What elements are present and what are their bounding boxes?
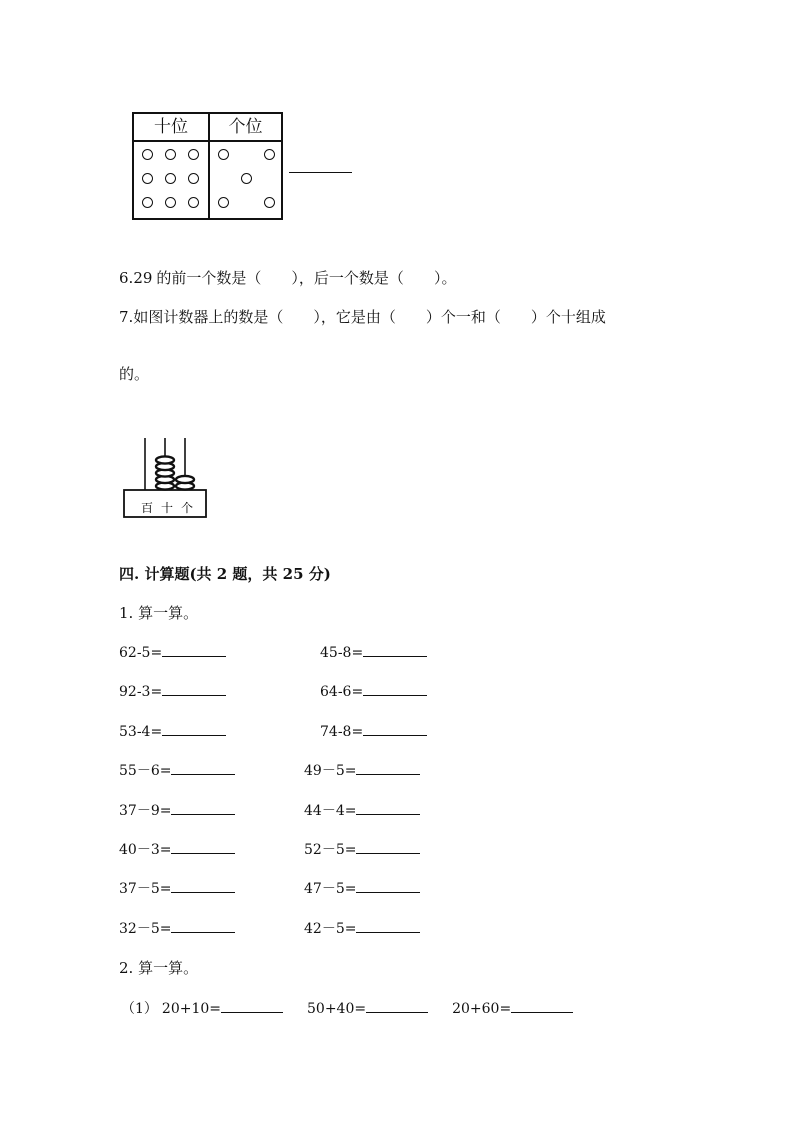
question-7: 7.如图计数器上的数是（ ），它是由（ ）个一和（ ）个十组成 — [119, 308, 606, 326]
exercise-item — [119, 642, 226, 661]
tens-circle — [188, 173, 199, 184]
exercise-item — [320, 681, 427, 700]
exercise-expression: 47－5= — [304, 881, 357, 898]
answer-blank — [511, 998, 573, 1013]
exercise-item — [304, 839, 420, 859]
exercise-expression: 45-8= — [320, 645, 364, 661]
question-1-title: 1. 算一算。 — [119, 604, 199, 622]
ones-circle — [264, 149, 275, 160]
question-7-end: 的。 — [119, 365, 150, 383]
exercise-expression: 44－4= — [304, 802, 357, 819]
abacus-figure — [118, 432, 212, 522]
answer-blank — [171, 800, 235, 815]
tens-circle — [142, 197, 153, 208]
exercise-expression: 55－6= — [119, 763, 172, 780]
answer-blank — [171, 760, 235, 775]
exercise-expression: 49－5= — [304, 763, 357, 780]
exercise-item — [119, 839, 235, 859]
answer-blank — [171, 839, 235, 854]
answer-blank — [162, 681, 226, 696]
question-2-title: 2. 算一算。 — [119, 959, 199, 977]
tens-circle — [142, 173, 153, 184]
exercise-item — [119, 681, 226, 700]
exercise-expression: 62-5= — [119, 645, 163, 661]
answer-blank — [363, 681, 427, 696]
question-6: 6.29 的前一个数是（ ），后一个数是（ ）。 — [119, 269, 457, 287]
place-value-table — [132, 112, 283, 220]
ones-circle — [218, 197, 229, 208]
exercise-item — [119, 760, 235, 780]
ones-circle — [218, 149, 229, 160]
q2-item-1: 20+10= — [161, 1001, 222, 1017]
exercise-expression: 37－9= — [119, 802, 172, 819]
q2-item-2: 50+40= — [307, 1001, 367, 1017]
exercise-item — [119, 918, 235, 938]
section-4-title: 四. 计算题(共 2 题，共 25 分) — [119, 565, 331, 583]
exercise-item — [304, 878, 420, 898]
exercise-expression: 53-4= — [119, 723, 163, 740]
tens-circle — [188, 197, 199, 208]
exercise-item — [304, 760, 420, 780]
answer-blank — [162, 721, 226, 736]
answer-blank — [356, 878, 420, 893]
exercise-expression: 64-6= — [320, 684, 364, 701]
exercise-item — [320, 642, 427, 661]
exercise-item — [119, 878, 235, 898]
q2-item-3: 20+60= — [452, 1001, 512, 1017]
exercise-expression: 92-3= — [119, 684, 163, 701]
tens-circle — [165, 149, 176, 160]
answer-blank — [171, 918, 235, 933]
answer-blank — [366, 998, 428, 1013]
ones-circle — [241, 173, 252, 184]
answer-blank — [356, 839, 420, 854]
tens-header: 十位 — [154, 117, 188, 137]
answer-blank — [363, 721, 427, 736]
tens-circle — [188, 149, 199, 160]
exercise-expression: 74-8= — [320, 723, 364, 740]
answer-blank — [363, 642, 427, 657]
table-divider-vertical — [208, 114, 210, 218]
exercise-item — [119, 800, 235, 820]
exercise-item — [119, 721, 226, 740]
exercise-expression: 40－3= — [119, 842, 172, 858]
question-2-label: （1） — [121, 1001, 158, 1017]
exercise-expression: 52－5= — [304, 842, 357, 858]
tens-circle — [165, 197, 176, 208]
tens-beads — [156, 456, 174, 489]
answer-blank — [171, 878, 235, 893]
ones-beads — [176, 476, 194, 490]
abacus-label-hundreds: 百 — [140, 501, 154, 515]
answer-blank — [356, 800, 420, 815]
exercise-expression: 32－5= — [119, 920, 172, 937]
tens-bead — [156, 456, 174, 463]
answer-blank — [221, 998, 283, 1013]
ones-circle — [264, 197, 275, 208]
question-2-row — [121, 998, 573, 1018]
tens-circle — [142, 149, 153, 160]
ones-bead — [176, 476, 194, 483]
answer-line — [289, 172, 352, 173]
exercise-expression: 37－5= — [119, 881, 172, 898]
answer-blank — [162, 642, 226, 657]
answer-blank — [356, 760, 420, 775]
tens-circle — [165, 173, 176, 184]
ones-header: 个位 — [228, 117, 263, 137]
exercise-expression: 42－5= — [304, 920, 357, 937]
exercise-item — [304, 918, 420, 938]
abacus-label-tens: 十 — [160, 501, 174, 515]
exercise-item — [320, 721, 427, 740]
abacus-label-ones: 个 — [180, 501, 194, 515]
answer-blank — [356, 918, 420, 933]
exercise-item — [304, 800, 420, 820]
